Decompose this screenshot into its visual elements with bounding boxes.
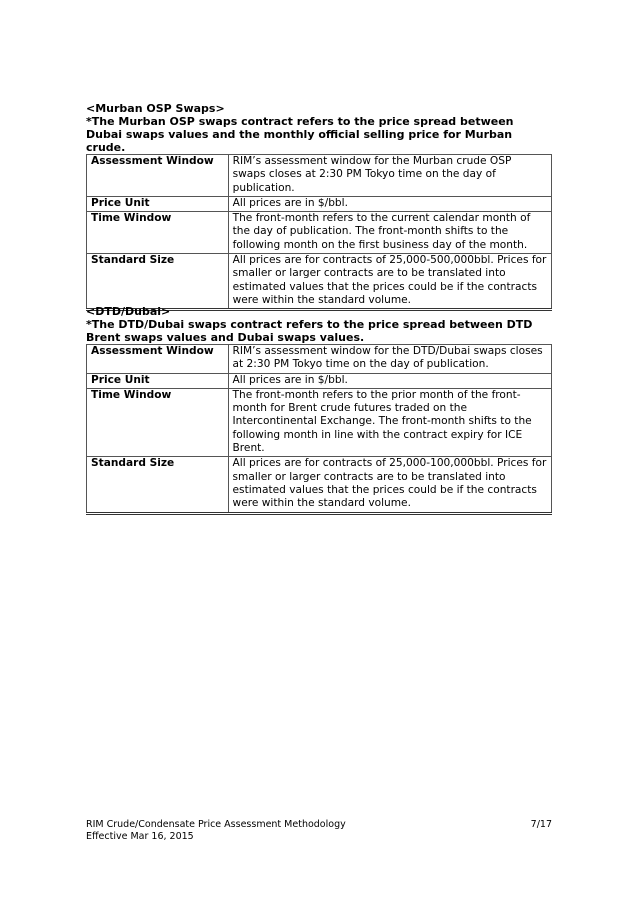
dtd-dubai-section — [86, 305, 552, 515]
table-row — [87, 457, 552, 513]
footer-effective-date: Effective Mar 16, 2015 — [86, 831, 194, 842]
table-row — [87, 212, 552, 254]
row-key: Standard Size — [87, 457, 229, 513]
table-row — [87, 373, 552, 388]
table-row — [87, 254, 552, 310]
footer-document-title: RIM Crude/Condensate Price Assessment Methodology — [86, 819, 346, 830]
page-footer — [86, 819, 552, 843]
table-row — [87, 388, 552, 456]
row-key: Price Unit — [87, 373, 229, 388]
row-key: Time Window — [87, 388, 229, 456]
page-number: 7/17 — [530, 819, 552, 830]
section-description: *The Murban OSP swaps contract refers to the price spread between Dubai swaps values and the monthly official selling price for Murban crude. — [86, 115, 514, 154]
spec-table — [86, 154, 552, 311]
row-key: Standard Size — [87, 254, 229, 310]
row-value: The front-month refers to the prior month of the front-month for Brent crude futures traded on the Intercontinental Exchange. The front-month shifts to the following month in line with the contract expiry for ICE Brent. — [228, 388, 551, 456]
row-value: The front-month refers to the current calendar month of the day of publication. The front-month shifts to the following month on the first business day of the month. — [228, 212, 551, 254]
section-title: <DTD/Dubai> — [86, 305, 171, 318]
row-key: Time Window — [87, 212, 229, 254]
section-description: *The DTD/Dubai swaps contract refers to the price spread between DTD Brent swaps values and Dubai swaps values. — [86, 318, 533, 344]
row-value: All prices are for contracts of 25,000-500,000bbl. Prices for smaller or larger contracts are to be translated into estimated values that the prices could be if the contracts were within the standard volume. — [228, 254, 551, 310]
row-value: RIM’s assessment window for the Murban crude OSP swaps closes at 2:30 PM Tokyo time on the day of publication. — [228, 155, 551, 197]
spec-table — [86, 344, 552, 515]
table-row — [87, 155, 552, 197]
row-value: All prices are for contracts of 25,000-100,000bbl. Prices for smaller or larger contracts are to be translated into estimated values that the prices could be if the contracts were within the standard volume. — [228, 457, 551, 513]
row-key: Assessment Window — [87, 345, 229, 374]
row-value: RIM’s assessment window for the DTD/Dubai swaps closes at 2:30 PM Tokyo time on the day of publication. — [228, 345, 551, 374]
row-value: All prices are in $/bbl. — [228, 373, 551, 388]
murban-osp-swaps-section — [86, 102, 552, 311]
row-value: All prices are in $/bbl. — [228, 196, 551, 211]
section-title: <Murban OSP Swaps> — [86, 102, 225, 115]
table-row — [87, 345, 552, 374]
row-key: Price Unit — [87, 196, 229, 211]
row-key: Assessment Window — [87, 155, 229, 197]
table-row — [87, 196, 552, 211]
